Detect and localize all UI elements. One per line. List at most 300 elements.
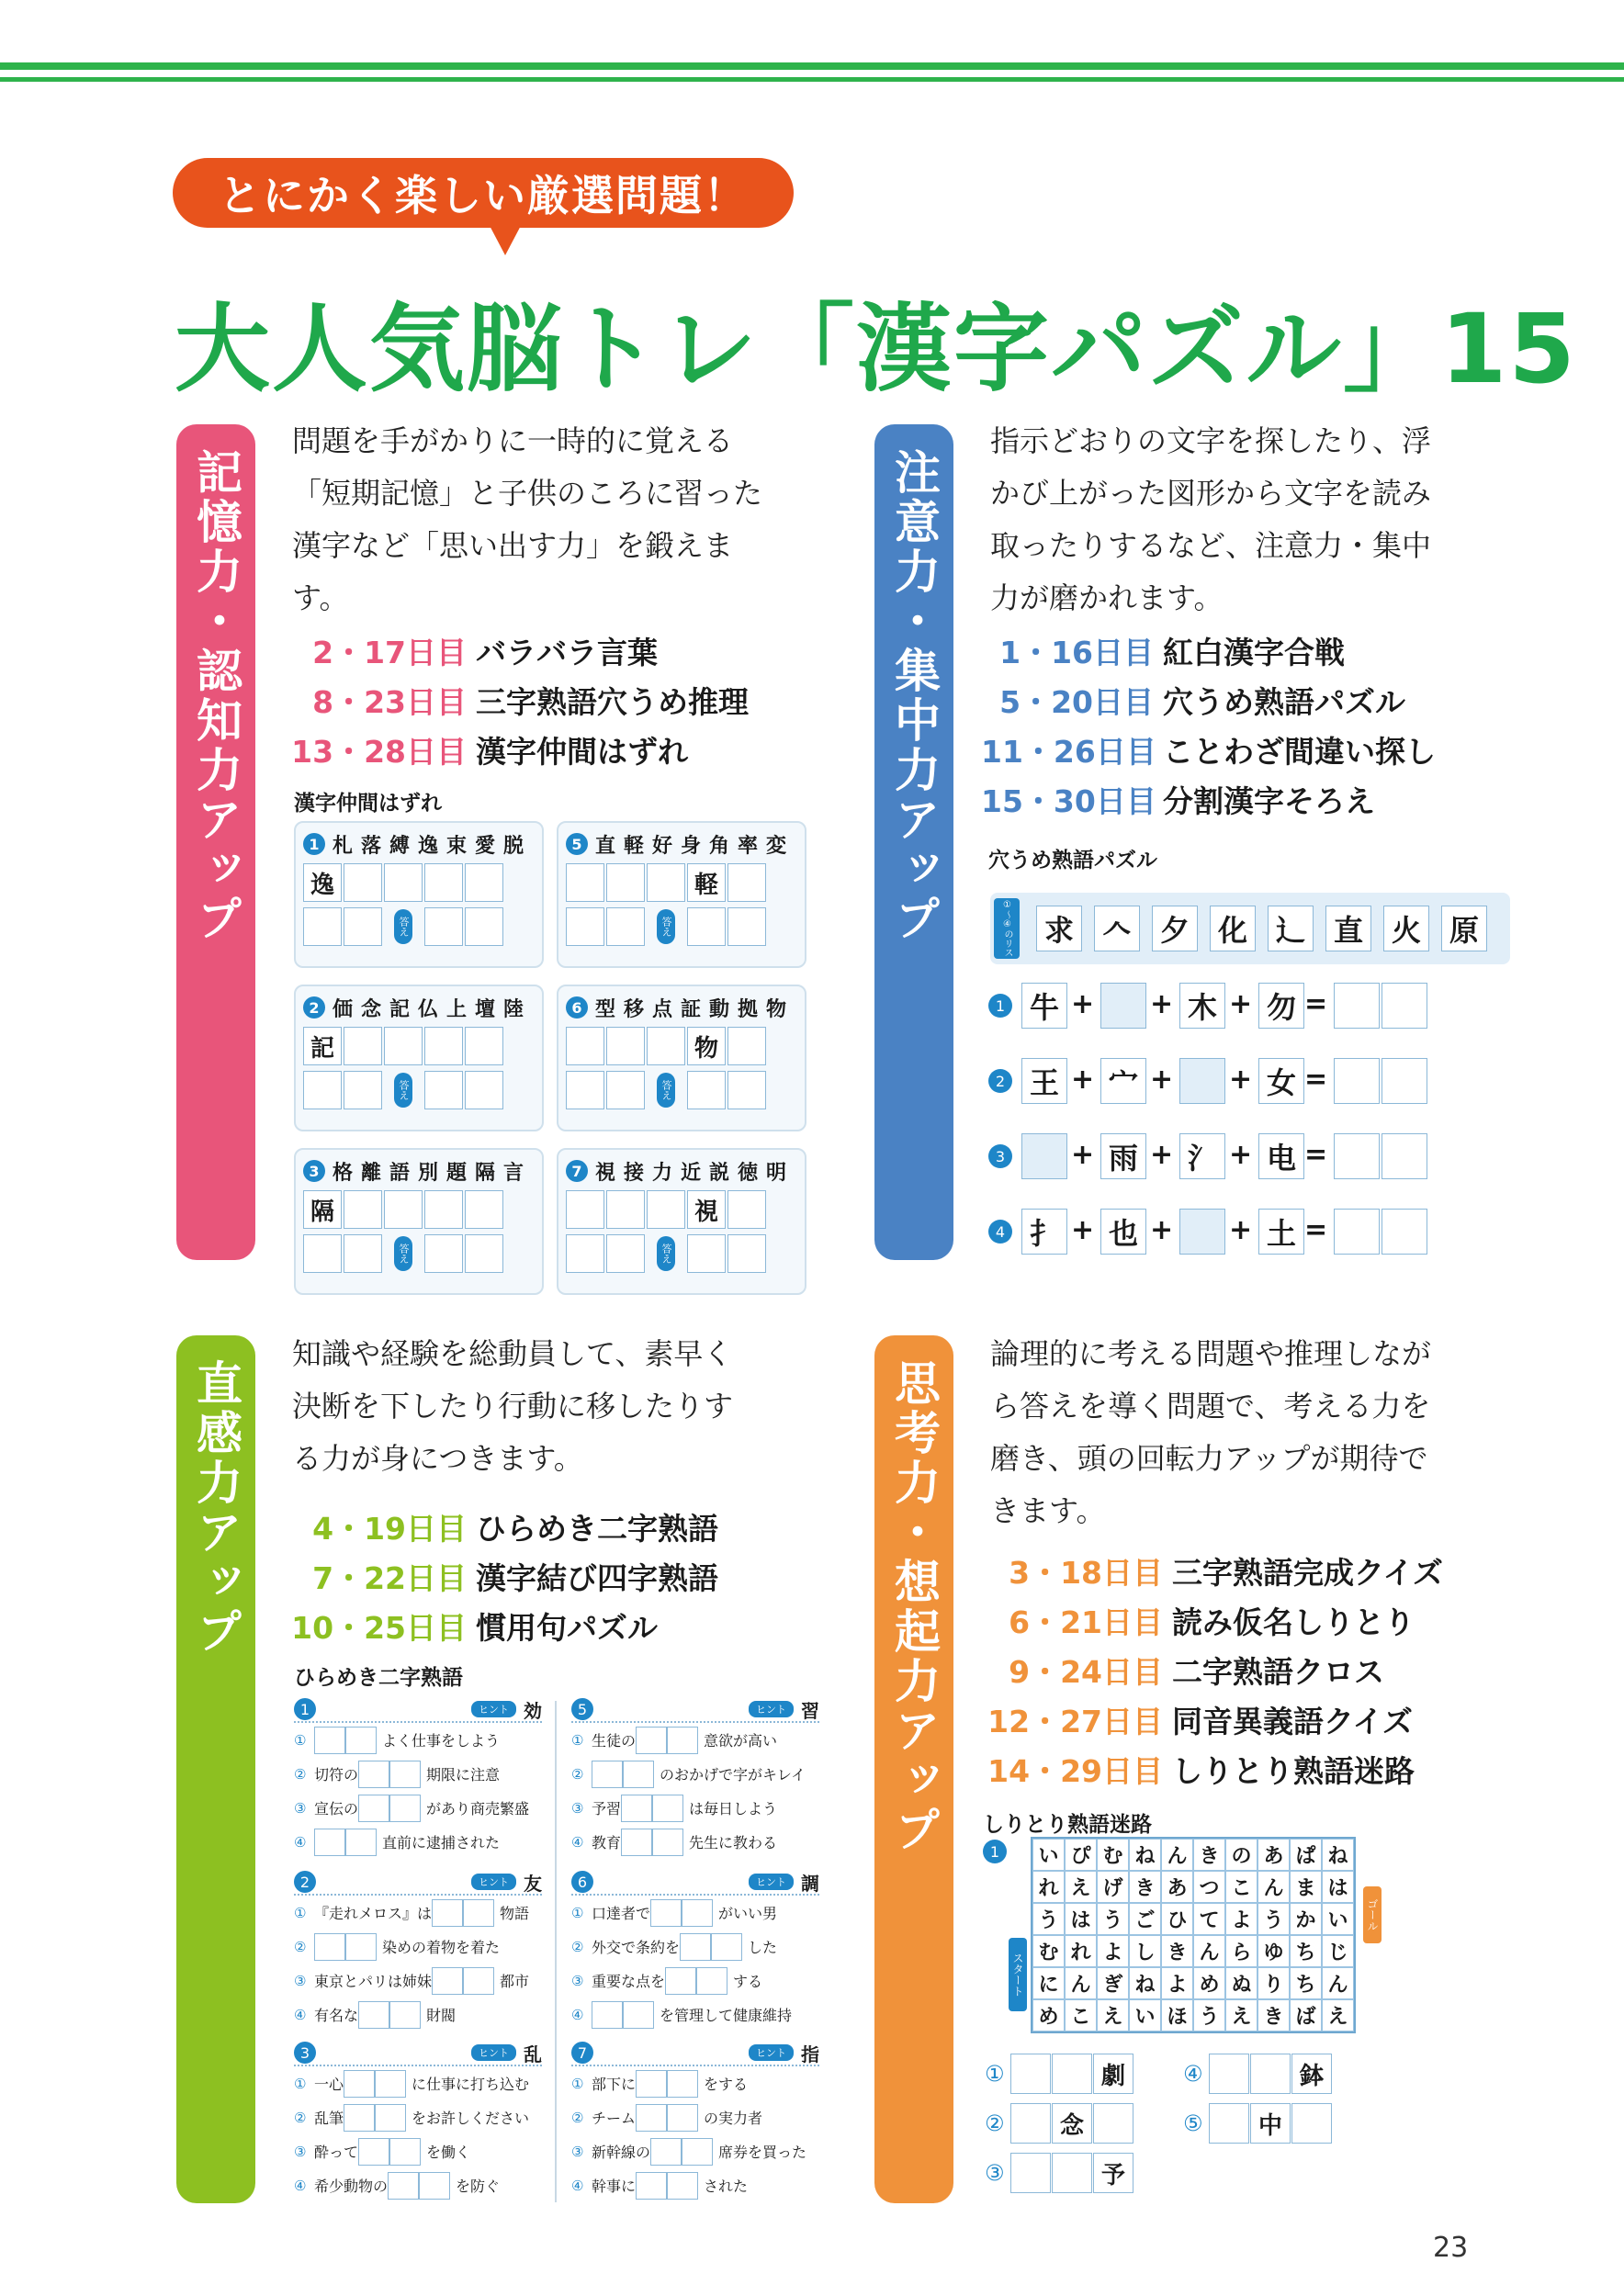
maze-cell[interactable]: ん	[1065, 1967, 1097, 1999]
maze-cell[interactable]: は	[1322, 1871, 1354, 1903]
puzzle-cell[interactable]	[465, 907, 503, 946]
blank-cell[interactable]	[463, 1967, 494, 1995]
maze-cell[interactable]: い	[1322, 1903, 1354, 1935]
puzzle-cell[interactable]	[424, 863, 463, 902]
hint-badge: ヒント	[471, 2044, 516, 2061]
plus-sign: +	[1071, 1139, 1095, 1171]
puzzle-cell[interactable]	[344, 863, 382, 902]
plus-sign: +	[1071, 988, 1095, 1020]
list-kanji: 原	[1441, 906, 1487, 951]
hint-row	[294, 1723, 542, 1757]
maze-cell[interactable]: ぱ	[1290, 1839, 1322, 1871]
maze-cell[interactable]: あ	[1161, 1871, 1193, 1903]
puzzle-cell[interactable]	[303, 907, 342, 946]
part-box: 电	[1258, 1133, 1304, 1179]
part-box: 氵	[1179, 1133, 1225, 1179]
days-thinking	[981, 1548, 1443, 1796]
blank-cell[interactable]	[314, 1933, 345, 1961]
puzzle-cell[interactable]	[424, 1190, 463, 1229]
blank-cell[interactable]	[432, 1967, 463, 1995]
blank-cell[interactable]	[314, 1829, 345, 1856]
puzzle-cell[interactable]	[344, 1071, 382, 1109]
row-prefix: 有名な	[314, 2007, 359, 2024]
hint-row	[571, 1723, 819, 1757]
day-row: 12・27日目 同音異義語クイズ	[987, 1704, 1414, 1739]
blank-cell[interactable]	[667, 1727, 698, 1754]
maze-cell[interactable]: の	[1225, 1839, 1257, 1871]
puzzle-cell[interactable]: 物	[687, 1027, 726, 1065]
puzzle-chars: 視接力近説徳明	[595, 1161, 795, 1185]
hint-row	[571, 1825, 819, 1859]
maze-cell[interactable]: む	[1097, 1839, 1129, 1871]
hint-row	[571, 1930, 819, 1964]
blank-cell[interactable]	[375, 2104, 406, 2132]
maze-cell[interactable]: つ	[1193, 1871, 1225, 1903]
row-prefix: 乱筆	[314, 2110, 344, 2127]
puzzle-number: 3	[303, 1160, 325, 1182]
part-box[interactable]	[1021, 1133, 1067, 1179]
row-suffix: する	[733, 1973, 763, 1990]
maze-cell[interactable]: て	[1193, 1903, 1225, 1935]
row-suffix: に仕事に打ち込む	[412, 2076, 530, 2093]
blank-cell[interactable]	[682, 1899, 713, 1927]
blank-cell[interactable]	[419, 2172, 450, 2200]
maze-answer-cell[interactable]	[1209, 2103, 1249, 2144]
maze-cell[interactable]: え	[1225, 1999, 1257, 2032]
puzzle-cell[interactable]	[424, 907, 463, 946]
blank-cell[interactable]	[667, 2104, 698, 2132]
row-suffix: があり商売繁盛	[426, 1800, 530, 1818]
maze-answer-number: ④	[1183, 2061, 1203, 2087]
hint-block-number: 7	[571, 2042, 593, 2064]
maze-cell[interactable]: む	[1032, 1935, 1065, 1967]
maze-answer-cell[interactable]	[1209, 2054, 1249, 2094]
days-intuition	[276, 1504, 718, 1653]
blank-cell[interactable]	[636, 2172, 667, 2200]
puzzle-cell[interactable]	[465, 1190, 503, 1229]
puzzle-cell[interactable]	[727, 907, 766, 946]
puzzle-cell[interactable]	[566, 863, 604, 902]
equals-sign: =	[1304, 1214, 1328, 1246]
blank-cell[interactable]	[636, 2104, 667, 2132]
blank-cell[interactable]	[667, 2172, 698, 2200]
maze-cell[interactable]: ら	[1225, 1935, 1257, 1967]
equals-sign: =	[1304, 1139, 1328, 1171]
row-prefix: 重要な点を	[592, 1973, 666, 1990]
row-prefix: 予習	[592, 1800, 622, 1818]
answer-badge	[384, 1234, 423, 1273]
puzzle-head	[303, 830, 535, 858]
puzzle-box	[294, 985, 544, 1131]
hint-row	[294, 2066, 542, 2100]
day-row: 7・22日目 漢字結び四字熟語	[312, 1560, 718, 1596]
puzzle-cell[interactable]	[566, 1071, 604, 1109]
blank-cell[interactable]	[636, 2070, 667, 2098]
blank-cell[interactable]	[389, 2001, 421, 2029]
puzzle-cell[interactable]	[606, 1190, 645, 1229]
blank-cell[interactable]	[621, 1795, 652, 1822]
part-box: 宀	[1100, 1058, 1146, 1104]
row-suffix: された	[704, 2178, 749, 2195]
puzzle-row	[303, 1190, 535, 1229]
row-prefix: 酔って	[314, 2144, 359, 2161]
blank-cell[interactable]	[665, 1967, 696, 1995]
answer-box[interactable]	[1382, 983, 1427, 1029]
blank-cell[interactable]	[667, 2070, 698, 2098]
maze-number: 1	[983, 1840, 1007, 1863]
answer-box[interactable]	[1382, 1133, 1427, 1179]
puzzle-cell[interactable]: 視	[687, 1190, 726, 1229]
puzzle-cell[interactable]	[606, 907, 645, 946]
blank-cell[interactable]	[388, 2172, 419, 2200]
blank-cell[interactable]	[358, 1795, 389, 1822]
puzzle-cell[interactable]	[424, 1027, 463, 1065]
maze-cell[interactable]: げ	[1097, 1871, 1129, 1903]
maze-answer-cell[interactable]	[1052, 2153, 1092, 2193]
hint-row	[571, 2168, 819, 2202]
puzzle-chars: 札落縛逸束愛脱	[333, 834, 533, 858]
maze-cell[interactable]: え	[1097, 1999, 1129, 2032]
puzzle-cell[interactable]	[566, 907, 604, 946]
puzzle-cell[interactable]	[303, 1071, 342, 1109]
puzzle-cell[interactable]	[727, 1234, 766, 1273]
row-suffix: 期限に注意	[426, 1766, 501, 1784]
band-memory: 記憶力・認知力アップ	[176, 424, 255, 1260]
maze-cell[interactable]: ほ	[1161, 1999, 1193, 2032]
answer-box[interactable]	[1334, 983, 1380, 1029]
blank-cell[interactable]	[680, 1933, 711, 1961]
answer-box[interactable]	[1334, 1209, 1380, 1255]
row-prefix: 『走れメロス』は	[314, 1905, 433, 1922]
maze-cell[interactable]: あ	[1257, 1839, 1290, 1871]
hint-badge: ヒント	[471, 1701, 516, 1717]
puzzle-row	[303, 1234, 535, 1273]
hint-block	[294, 1697, 542, 1859]
blank-cell[interactable]	[652, 1829, 683, 1856]
hint-row	[571, 1791, 819, 1825]
row-suffix: を働く	[426, 2144, 471, 2161]
maze-answer-cell[interactable]	[1010, 2054, 1051, 2094]
puzzle-cell[interactable]	[384, 1190, 423, 1229]
list-kanji: 直	[1325, 906, 1371, 951]
blank-cell[interactable]	[623, 2001, 654, 2029]
blank-cell[interactable]	[623, 1761, 654, 1788]
row-suffix: をお許しください	[412, 2110, 530, 2127]
puzzle-cell[interactable]	[687, 1071, 726, 1109]
answer-box[interactable]	[1382, 1058, 1427, 1104]
row-prefix: 東京とパリは姉妹	[314, 1973, 433, 1990]
puzzle-cell[interactable]: 軽	[687, 863, 726, 902]
maze-cell[interactable]: う	[1032, 1903, 1065, 1935]
maze-cell[interactable]: ゆ	[1257, 1935, 1290, 1967]
row-suffix: 都市	[500, 1973, 530, 1990]
blank-cell[interactable]	[389, 1761, 421, 1788]
puzzle-cell[interactable]	[606, 1071, 645, 1109]
maze-cell[interactable]: よ	[1225, 1903, 1257, 1935]
top-stripe-2	[0, 77, 1624, 82]
day-row: 10・25日目 慣用句パズル	[291, 1610, 658, 1646]
hint-block-head	[571, 2041, 819, 2066]
row-suffix: 物語	[500, 1905, 530, 1922]
blank-cell[interactable]	[345, 1727, 377, 1754]
puzzle-number: 7	[566, 1160, 588, 1182]
answer-badge	[384, 907, 423, 946]
maze-cell[interactable]: ね	[1129, 1967, 1161, 1999]
hint-row	[294, 2134, 542, 2168]
puzzle-cell[interactable]	[344, 1027, 382, 1065]
puzzle-cell[interactable]	[384, 1027, 423, 1065]
puzzle-cell[interactable]	[384, 863, 423, 902]
answer-label: 答え	[394, 909, 412, 944]
puzzle-cell[interactable]	[424, 1071, 463, 1109]
blank-cell[interactable]	[592, 2001, 623, 2029]
maze-cell[interactable]: き	[1193, 1839, 1225, 1871]
maze-cell[interactable]: ね	[1129, 1839, 1161, 1871]
maze-cell[interactable]: え	[1322, 1999, 1354, 2032]
blank-cell[interactable]	[314, 1727, 345, 1754]
desc-memory: 問題を手がかりに一時的に覚える 「短期記憶」と子供のころに習った 漢字など「思い出す力」を鍛えま す。	[292, 423, 763, 615]
puzzle-cell[interactable]	[344, 907, 382, 946]
maze-cell[interactable]: に	[1032, 1967, 1065, 1999]
equals-sign: =	[1304, 988, 1328, 1020]
hint-row	[571, 1896, 819, 1930]
blank-cell[interactable]	[344, 2070, 375, 2098]
day-row: 11・26日目 ことわざ間違い探し	[981, 734, 1436, 770]
maze-cell[interactable]: い	[1032, 1839, 1065, 1871]
maze-cell[interactable]: ま	[1290, 1871, 1322, 1903]
maze-cell[interactable]: ね	[1322, 1839, 1354, 1871]
puzzle-cell[interactable]	[606, 1027, 645, 1065]
row-suffix: 染めの着物を着た	[382, 1939, 501, 1956]
part-row-number: 2	[988, 1069, 1012, 1093]
maze-cell[interactable]: ぎ	[1097, 1967, 1129, 1999]
row-number: ③	[294, 1799, 307, 1817]
maze-cell[interactable]: よ	[1161, 1967, 1193, 1999]
blank-cell[interactable]	[682, 2138, 713, 2166]
hint-block	[294, 2041, 542, 2202]
maze-cell[interactable]: ち	[1290, 1935, 1322, 1967]
row-suffix: 席券を買った	[718, 2144, 807, 2161]
maze-cell[interactable]: き	[1129, 1871, 1161, 1903]
maze-cell[interactable]: え	[1065, 1871, 1097, 1903]
puzzle-cell[interactable]	[465, 1071, 503, 1109]
puzzle-cell[interactable]	[647, 1027, 685, 1065]
maze-cell[interactable]: ん	[1193, 1935, 1225, 1967]
maze-answer-cell: 鉢	[1291, 2054, 1332, 2094]
puzzle-cell[interactable]	[606, 863, 645, 902]
answer-box[interactable]	[1334, 1133, 1380, 1179]
row-number: ②	[571, 2109, 584, 2126]
maze-cell[interactable]: き	[1161, 1935, 1193, 1967]
puzzle-head	[303, 1157, 535, 1185]
blank-cell[interactable]	[358, 2138, 389, 2166]
maze-cell[interactable]: よ	[1097, 1935, 1129, 1967]
maze-cell[interactable]: う	[1257, 1903, 1290, 1935]
puzzle-row	[566, 863, 797, 902]
maze-cell[interactable]: ん	[1257, 1871, 1290, 1903]
answer-box[interactable]	[1334, 1058, 1380, 1104]
puzzle-cell[interactable]	[344, 1190, 382, 1229]
puzzle-cell[interactable]	[566, 1234, 604, 1273]
hint-badge: ヒント	[749, 1701, 794, 1717]
maze-cell[interactable]: れ	[1032, 1871, 1065, 1903]
blank-cell[interactable]	[696, 1967, 727, 1995]
part-box[interactable]	[1179, 1209, 1225, 1255]
puzzle-cell[interactable]: 逸	[303, 863, 342, 902]
blank-cell[interactable]	[432, 1899, 463, 1927]
puzzle-cell[interactable]	[424, 1234, 463, 1273]
blank-cell[interactable]	[636, 1727, 667, 1754]
puzzle-row	[566, 907, 797, 946]
puzzle-cell[interactable]	[566, 1190, 604, 1229]
blank-cell[interactable]	[650, 1899, 682, 1927]
hint-block	[571, 1697, 819, 1859]
row-prefix: 幹事に	[592, 2178, 637, 2195]
maze-row	[1032, 1999, 1354, 2032]
maze-goal-label: ゴール	[1363, 1886, 1382, 1943]
row-prefix: チーム	[592, 2110, 637, 2127]
puzzle-cell[interactable]	[465, 863, 503, 902]
maze-row	[1032, 1967, 1354, 1999]
blank-cell[interactable]	[358, 2001, 389, 2029]
maze-cell[interactable]: こ	[1065, 1999, 1097, 2032]
row-prefix: 切符の	[314, 1766, 359, 1784]
blank-cell[interactable]	[463, 1899, 494, 1927]
answer-box[interactable]	[1382, 1209, 1427, 1255]
row-suffix: のおかげで字がキレイ	[660, 1766, 806, 1784]
blank-cell[interactable]	[375, 2070, 406, 2098]
blank-cell[interactable]	[592, 1761, 623, 1788]
maze-cell[interactable]: め	[1032, 1999, 1065, 2032]
blank-cell[interactable]	[345, 1933, 377, 1961]
puzzle-cell[interactable]	[647, 863, 685, 902]
hint-row	[294, 1791, 542, 1825]
maze-cell[interactable]: こ	[1225, 1871, 1257, 1903]
puzzle-cell[interactable]	[465, 1027, 503, 1065]
hint-row	[294, 1896, 542, 1930]
part-box[interactable]	[1100, 983, 1146, 1029]
blank-cell[interactable]	[344, 2104, 375, 2132]
blank-cell[interactable]	[711, 1933, 742, 1961]
puzzle-cell[interactable]: 記	[303, 1027, 342, 1065]
maze-cell[interactable]: き	[1257, 1999, 1290, 2032]
puzzle-head	[566, 830, 797, 858]
puzzle-cell[interactable]	[566, 1027, 604, 1065]
puzzle-cell[interactable]	[727, 863, 766, 902]
puzzle-cell[interactable]	[465, 1234, 503, 1273]
day-row: 2・17日目 バラバラ言葉	[312, 635, 658, 670]
blank-cell[interactable]	[389, 1795, 421, 1822]
puzzle-cell[interactable]	[344, 1234, 382, 1273]
maze-answer-cell[interactable]	[1010, 2153, 1051, 2193]
maze-cell[interactable]: う	[1193, 1999, 1225, 2032]
maze-cell[interactable]: ん	[1161, 1839, 1193, 1871]
puzzle-cell[interactable]	[727, 1190, 766, 1229]
puzzle-head	[566, 1157, 797, 1185]
puzzle-cell[interactable]	[727, 1071, 766, 1109]
puzzle-head	[303, 994, 535, 1021]
maze-cell[interactable]: ご	[1129, 1903, 1161, 1935]
blank-cell[interactable]	[652, 1795, 683, 1822]
maze-answer-cell[interactable]	[1093, 2103, 1133, 2144]
row-prefix: 教育	[592, 1834, 622, 1851]
maze-cell[interactable]: は	[1065, 1903, 1097, 1935]
maze-cell[interactable]: り	[1257, 1967, 1290, 1999]
band-intuition: 直感力アップ	[176, 1335, 255, 2203]
hint-kanji: 指	[801, 2043, 819, 2065]
maze-cell[interactable]: ん	[1322, 1967, 1354, 1999]
maze-cell[interactable]: い	[1129, 1999, 1161, 2032]
sample-title-thinking: しりとり熟語迷路	[983, 1813, 1152, 1837]
row-number: ④	[571, 2177, 584, 2194]
puzzle-cell[interactable]	[303, 1234, 342, 1273]
maze-answer-number: ⑤	[1183, 2110, 1203, 2136]
plus-sign: +	[1150, 1064, 1174, 1096]
maze-cell[interactable]: し	[1129, 1935, 1161, 1967]
plus-sign: +	[1229, 1214, 1253, 1246]
maze-answer-cell[interactable]	[1010, 2103, 1051, 2144]
maze-cell[interactable]: ち	[1290, 1967, 1322, 1999]
maze-cell[interactable]: じ	[1322, 1935, 1354, 1967]
blank-cell[interactable]	[650, 2138, 682, 2166]
sample-title-intuition: ひらめき二字熟語	[294, 1666, 463, 1690]
part-box[interactable]	[1179, 1058, 1225, 1104]
row-prefix: 部下に	[592, 2076, 637, 2093]
puzzle-cell[interactable]: 隔	[303, 1190, 342, 1229]
puzzle-box	[557, 1148, 806, 1295]
answer-label: 答え	[394, 1236, 412, 1271]
maze-cell[interactable]: め	[1193, 1967, 1225, 1999]
blank-cell[interactable]	[345, 1829, 377, 1856]
answer-badge	[647, 1234, 685, 1273]
row-number: ①	[294, 1904, 307, 1921]
blank-cell[interactable]	[389, 2138, 421, 2166]
hint-row	[571, 2066, 819, 2100]
maze-answer-cell[interactable]	[1291, 2103, 1332, 2144]
maze-cell[interactable]: ひ	[1161, 1903, 1193, 1935]
maze-answer-cell[interactable]	[1052, 2054, 1092, 2094]
puzzle-cell[interactable]	[687, 1234, 726, 1273]
hint-block-number: 3	[294, 2042, 316, 2064]
part-row-number: 1	[988, 994, 1012, 1018]
puzzle-number: 5	[566, 833, 588, 855]
puzzle-cell[interactable]	[647, 1190, 685, 1229]
blank-cell[interactable]	[621, 1829, 652, 1856]
puzzle-cell[interactable]	[687, 907, 726, 946]
hint-block-number: 2	[294, 1871, 316, 1893]
maze-cell[interactable]: う	[1097, 1903, 1129, 1935]
maze-cell[interactable]: ば	[1290, 1999, 1322, 2032]
hint-badge: ヒント	[749, 2044, 794, 2061]
row-suffix: の実力者	[704, 2110, 763, 2127]
puzzle-row	[303, 1027, 535, 1065]
maze-cell[interactable]: か	[1290, 1903, 1322, 1935]
maze-cell[interactable]: ぴ	[1065, 1839, 1097, 1871]
maze-cell[interactable]: ぬ	[1225, 1967, 1257, 1999]
hint-block-head	[571, 1870, 819, 1896]
day-row: 3・18日目 三字熟語完成クイズ	[1009, 1555, 1444, 1591]
part-box: 木	[1179, 983, 1225, 1029]
maze-cell[interactable]: れ	[1065, 1935, 1097, 1967]
puzzle-head	[566, 994, 797, 1021]
maze-answer-cell[interactable]	[1250, 2054, 1291, 2094]
blank-cell[interactable]	[358, 1761, 389, 1788]
puzzle-cell[interactable]	[727, 1027, 766, 1065]
puzzle-cell[interactable]	[606, 1234, 645, 1273]
hint-block-number: 5	[571, 1698, 593, 1720]
bubble-tail	[487, 220, 524, 255]
maze-row	[1032, 1839, 1354, 1871]
